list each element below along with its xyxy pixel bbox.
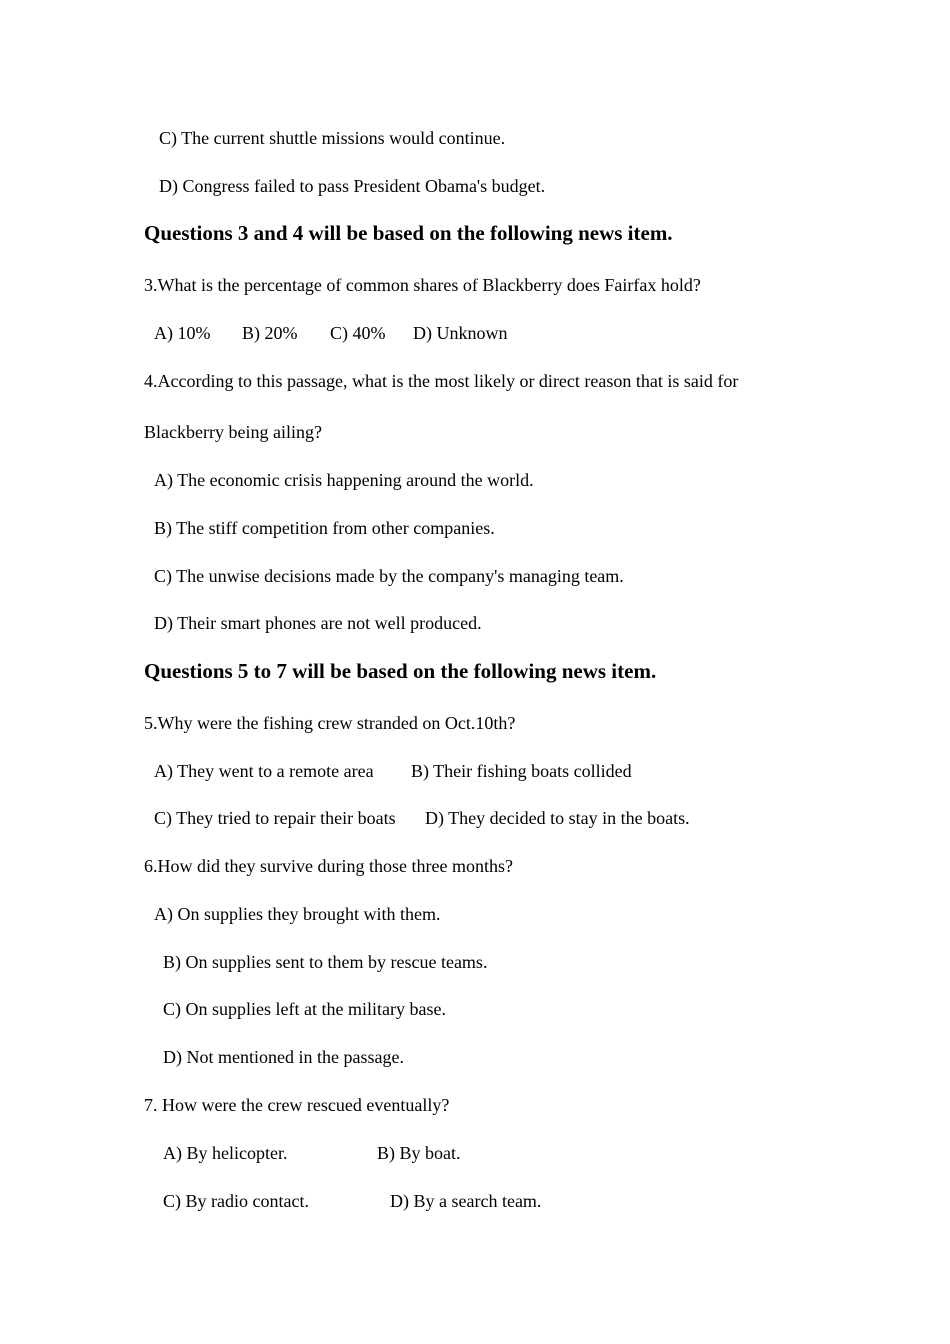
- q7-option-d: D) By a search team.: [390, 1191, 542, 1211]
- q6-question: 6.How did they survive during those three months?: [144, 856, 513, 876]
- q4-option-d: D) Their smart phones are not well produced.: [154, 613, 482, 633]
- q7-option-b: B) By boat.: [377, 1143, 461, 1163]
- section-heading-5-7: Questions 5 to 7 will be based on the following news item.: [144, 659, 657, 683]
- q5-option-c: C) They tried to repair their boats: [154, 808, 396, 828]
- q7-question: 7. How were the crew rescued eventually?: [144, 1095, 450, 1115]
- q3-option-d: D) Unknown: [413, 323, 508, 343]
- q7-option-c: C) By radio contact.: [163, 1191, 309, 1211]
- q2-option-d: D) Congress failed to pass President Obama's budget.: [159, 176, 546, 196]
- q6-option-a: A) On supplies they brought with them.: [154, 904, 441, 924]
- q6-option-b: B) On supplies sent to them by rescue teams.: [163, 952, 488, 972]
- q3-option-c: C) 40%: [330, 323, 386, 343]
- q4-question-line2: Blackberry being ailing?: [144, 422, 322, 442]
- q4-option-c: C) The unwise decisions made by the company's managing team.: [154, 566, 624, 586]
- q6-option-c: C) On supplies left at the military base.: [163, 999, 446, 1019]
- q4-question-line1: 4.According to this passage, what is the most likely or direct reason that is said for: [144, 371, 739, 391]
- q6-option-d: D) Not mentioned in the passage.: [163, 1047, 404, 1067]
- q3-option-b: B) 20%: [242, 323, 298, 343]
- q5-option-a: A) They went to a remote area: [154, 761, 374, 781]
- q7-option-a: A) By helicopter.: [163, 1143, 288, 1163]
- q4-option-b: B) The stiff competition from other companies.: [154, 518, 495, 538]
- section-heading-3-4: Questions 3 and 4 will be based on the following news item.: [144, 221, 673, 245]
- q4-option-a: A) The economic crisis happening around the world.: [154, 470, 534, 490]
- q3-option-a: A) 10%: [154, 323, 211, 343]
- q5-option-d: D) They decided to stay in the boats.: [425, 808, 690, 828]
- q3-question: 3.What is the percentage of common shares of Blackberry does Fairfax hold?: [144, 275, 701, 295]
- q5-option-b: B) Their fishing boats collided: [411, 761, 632, 781]
- q2-option-c: C) The current shuttle missions would continue.: [159, 128, 506, 148]
- q5-question: 5.Why were the fishing crew stranded on Oct.10th?: [144, 713, 516, 733]
